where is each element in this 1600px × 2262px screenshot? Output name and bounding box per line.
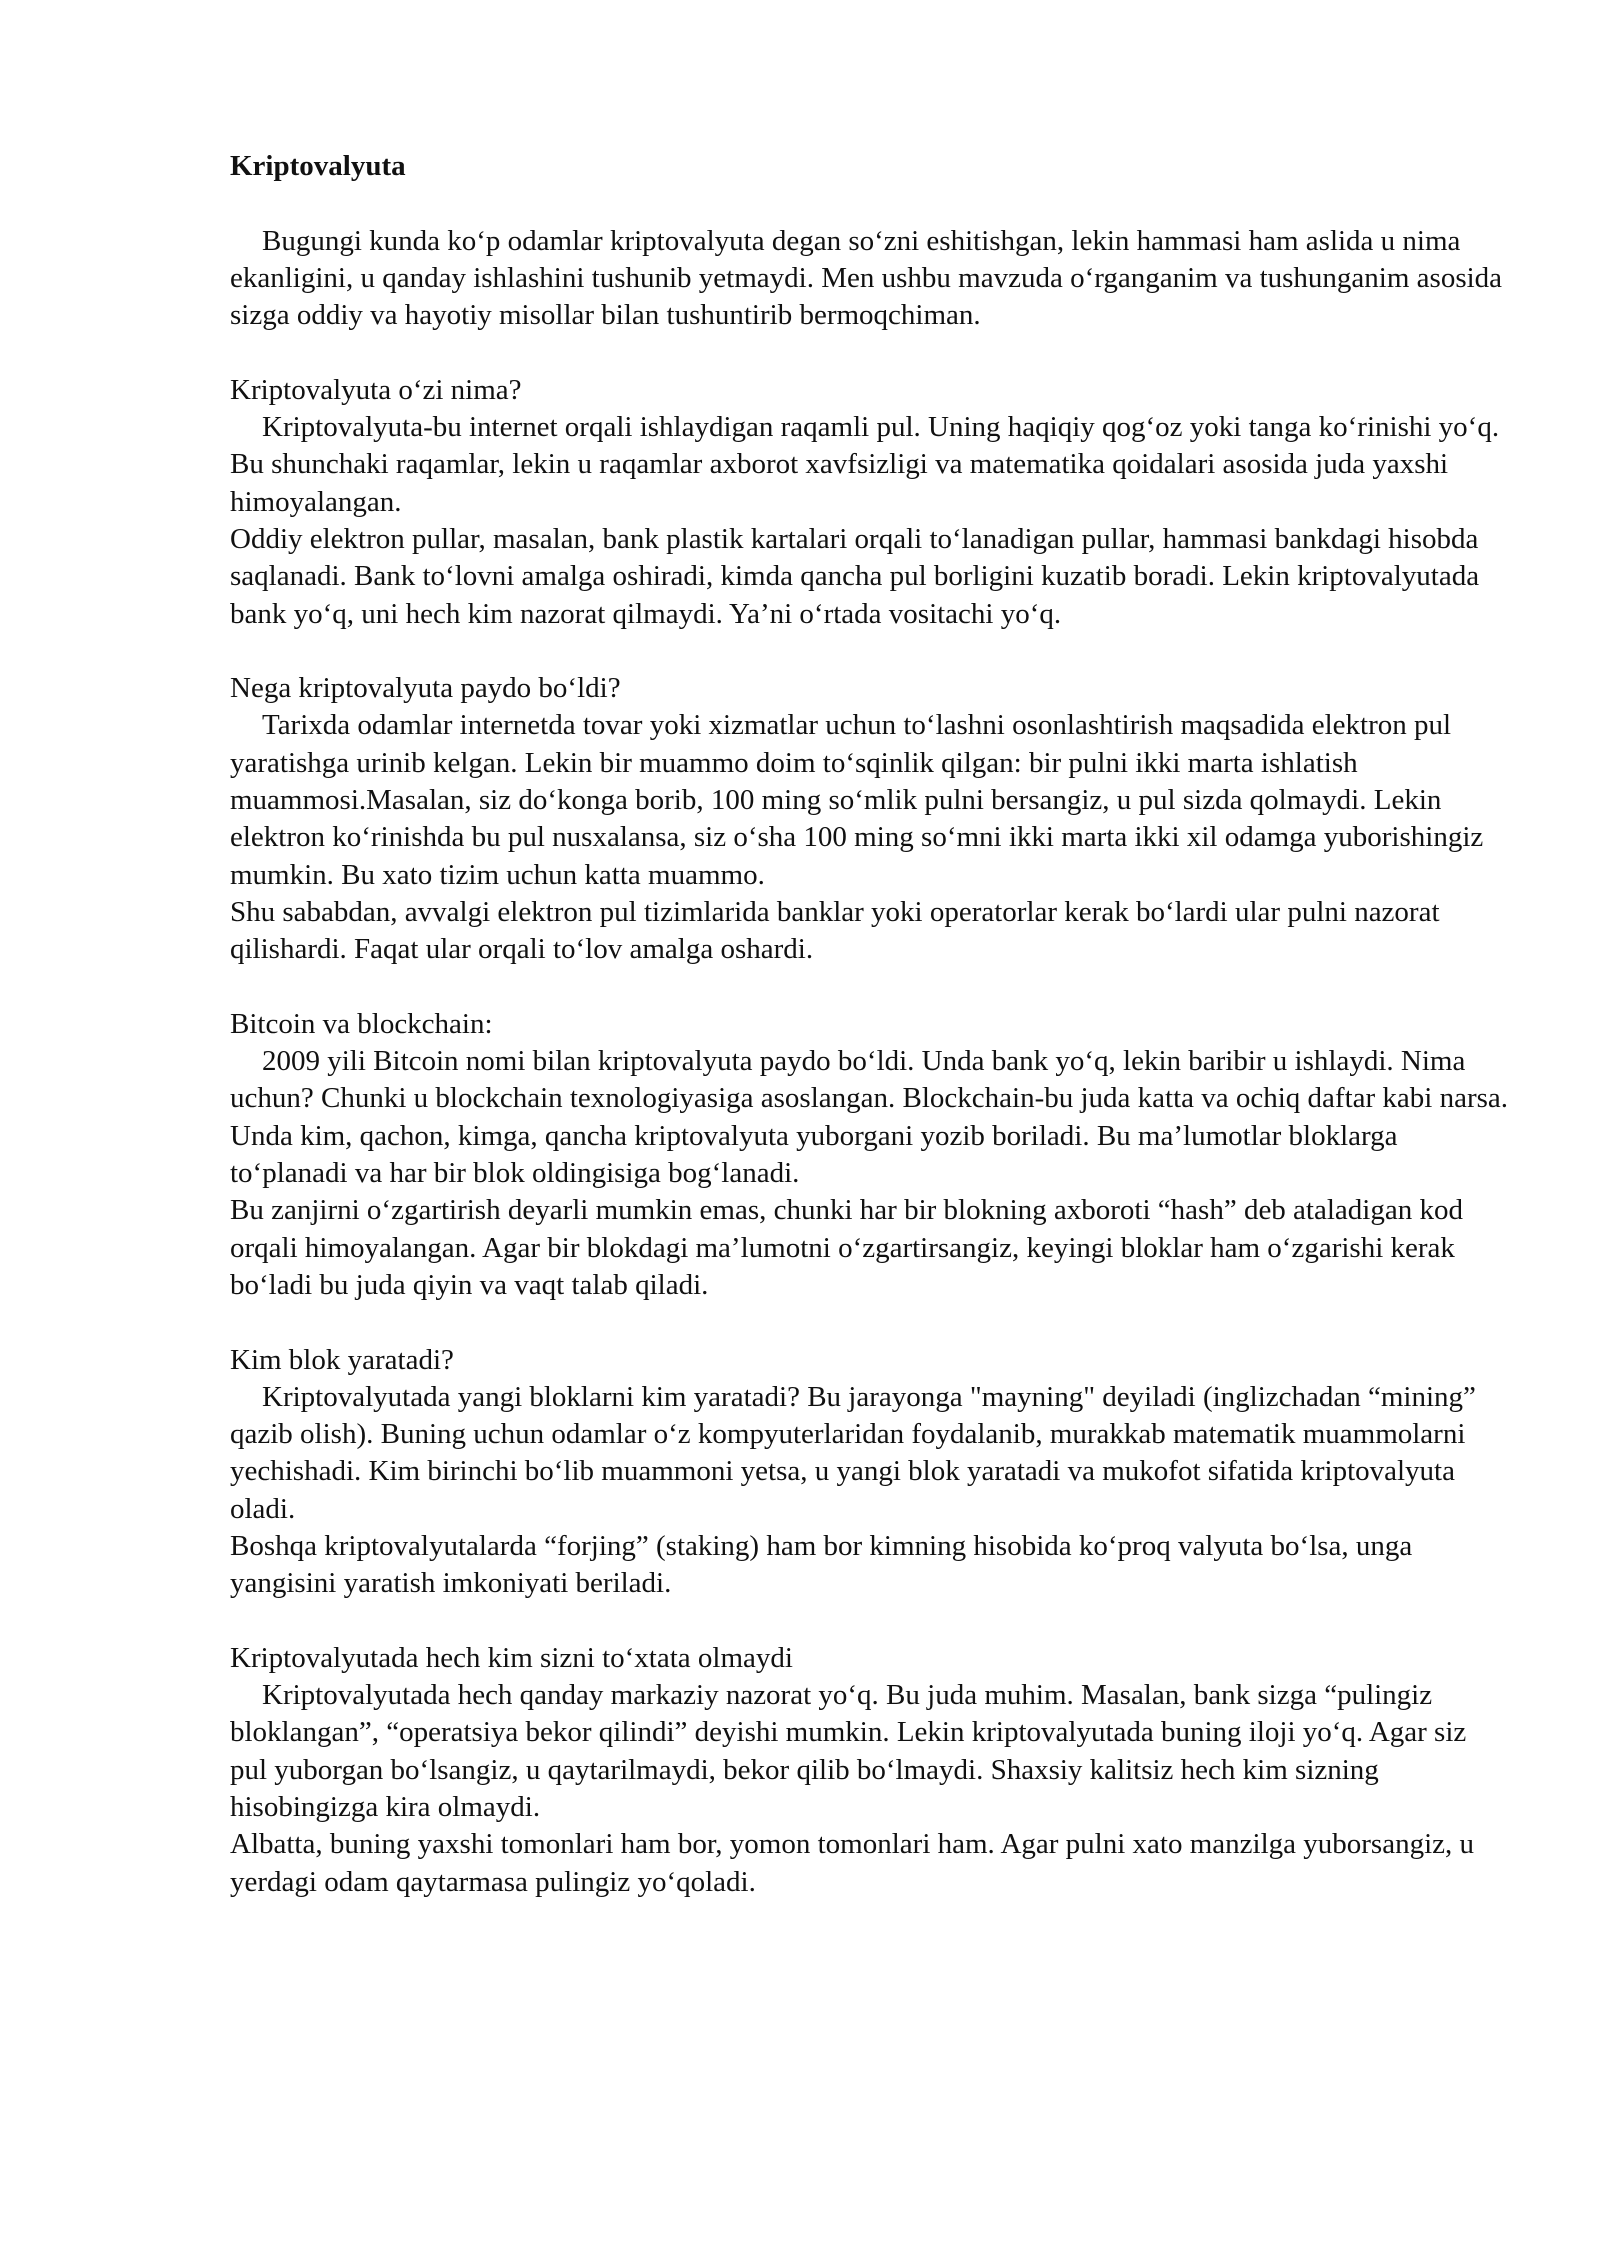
spacer — [230, 969, 1510, 1006]
spacer — [230, 1304, 1510, 1341]
section-heading-why: Nega kriptovalyuta paydo bo‘ldi? — [230, 672, 621, 705]
spacer — [230, 185, 1510, 222]
spacer — [230, 334, 1510, 371]
section-paragraph: Tarixda odamlar internetda tovar yoki xizmatlar uchun to‘lashni osonlashtirish maqsadida elektron pul yaratishga urinib kelgan. Lekin bir muammo doim to‘sqinlik qilgan: bir pulni ikki marta ishlatish muammosi.Masalan, siz do‘konga borib, 100 ming so‘mlik pulni bersangiz, u pul sizda qolmaydi. Lekin elektron ko‘rinishda bu pul nusxalansa, siz o‘sha 100 ming so‘mni ikki marta ikki xil odamga yuborishingiz mumkin. Bu xato tizim uchun katta muammo. — [230, 709, 1484, 891]
intro-paragraph: Bugungi kunda ko‘p odamlar kriptovalyuta degan so‘zni eshitishgan, lekin hammasi ham aslida u nima ekanligini, u qanday ishlashini tushunib yetmaydi. Men ushbu mavzuda o‘rganganim va tushunganim asosida sizga oddiy va hayotiy misollar bilan tushuntirib bermoqchiman. — [230, 224, 1503, 332]
section-heading-who-creates: Kim blok yaratadi? — [230, 1343, 454, 1376]
section-paragraph: Shu sababdan, avvalgi elektron pul tizimlarida banklar yoki operatorlar kerak bo‘lardi ular pulni nazorat qilishardi. Faqat ular orqali to‘lov amalga oshardi. — [230, 895, 1440, 966]
section-paragraph: Oddiy elektron pullar, masalan, bank plastik kartalari orqali to‘lanadigan pullar, hammasi bankdagi hisobda saqlanadi. Bank to‘lovni amalga oshiradi, kimda qancha pul borligini kuzatib boradi. Lekin kriptovalyutada bank yo‘q, uni hech kim nazorat qilmaydi. Ya’ni o‘rtada vositachi yo‘q. — [230, 522, 1480, 630]
document-page — [230, 148, 1510, 1901]
section-paragraph: Kriptovalyutada hech qanday markaziy nazorat yo‘q. Bu juda muhim. Masalan, bank sizga “pulingiz bloklangan”, “operatsiya bekor qilindi” deyishi mumkin. Lekin kriptovalyutada buning iloji yo‘q. Agar siz pul yuborgan bo‘lsangiz, u qaytarilmaydi, bekor qilib bo‘lmaydi. Shaxsiy kalitsiz hech kim sizning hisobingizga kira olmaydi. — [230, 1679, 1467, 1824]
spacer — [230, 633, 1510, 670]
spacer — [230, 1603, 1510, 1640]
section-paragraph: Kriptovalyutada yangi bloklarni kim yaratadi? Bu jarayonga "mayning" deyiladi (inglizchadan “mining” qazib olish). Buning uchun odamlar o‘z kompyuterlaridan foydalanib, murakkab matematik muammolarni yechishadi. Kim birinchi bo‘lib muammoni yetsa, u yangi blok yaratadi va mukofot sifatida kriptovalyuta oladi. — [230, 1380, 1476, 1525]
section-paragraph: Boshqa kriptovalyutalarda “forjing” (staking) ham bor kimning hisobida ko‘proq valyuta bo‘lsa, unga yangisini yaratish imkoniyati beriladi. — [230, 1529, 1413, 1600]
section-paragraph: Kriptovalyuta-bu internet orqali ishlaydigan raqamli pul. Uning haqiqiy qog‘oz yoki tanga ko‘rinishi yo‘q. Bu shunchaki raqamlar, lekin u raqamlar axborot xavfsizligi va matematika qoidalari asosida juda yaxshi himoyalangan. — [230, 411, 1500, 518]
section-heading-what-is: Kriptovalyuta o‘zi nima? — [230, 373, 522, 406]
section-paragraph: 2009 yili Bitcoin nomi bilan kriptovalyuta paydo bo‘ldi. Unda bank yo‘q, lekin baribir u ishlaydi. Nima uchun? Chunki u blockchain texnologiyasiga asoslangan. Blockchain-bu juda katta va ochiq daftar kabi narsa. Unda kim, qachon, kimga, qancha kriptovalyuta yuborgani yozib boriladi. Bu ma’lumotlar bloklarga to‘planadi va har bir blok oldingisiga bog‘lanadi. — [230, 1045, 1509, 1190]
section-paragraph: Bu zanjirni o‘zgartirish deyarli mumkin emas, chunki har bir blokning axboroti “hash” deb ataladigan kod orqali himoyalangan. Agar bir blokdagi ma’lumotni o‘zgartirsangiz, keyingi bloklar ham o‘zgarishi kerak bo‘ladi bu juda qiyin va vaqt talab qiladi. — [230, 1194, 1463, 1301]
section-heading-no-one-stops: Kriptovalyutada hech kim sizni to‘xtata olmaydi — [230, 1641, 793, 1674]
section-heading-bitcoin: Bitcoin va blockchain: — [230, 1007, 493, 1040]
section-paragraph: Albatta, buning yaxshi tomonlari ham bor, yomon tomonlari ham. Agar pulni xato manzilga yuborsangiz, u yerdagi odam qaytarmasa pulingiz yo‘qoladi. — [230, 1828, 1474, 1898]
document-title: Kriptovalyuta — [230, 150, 406, 182]
